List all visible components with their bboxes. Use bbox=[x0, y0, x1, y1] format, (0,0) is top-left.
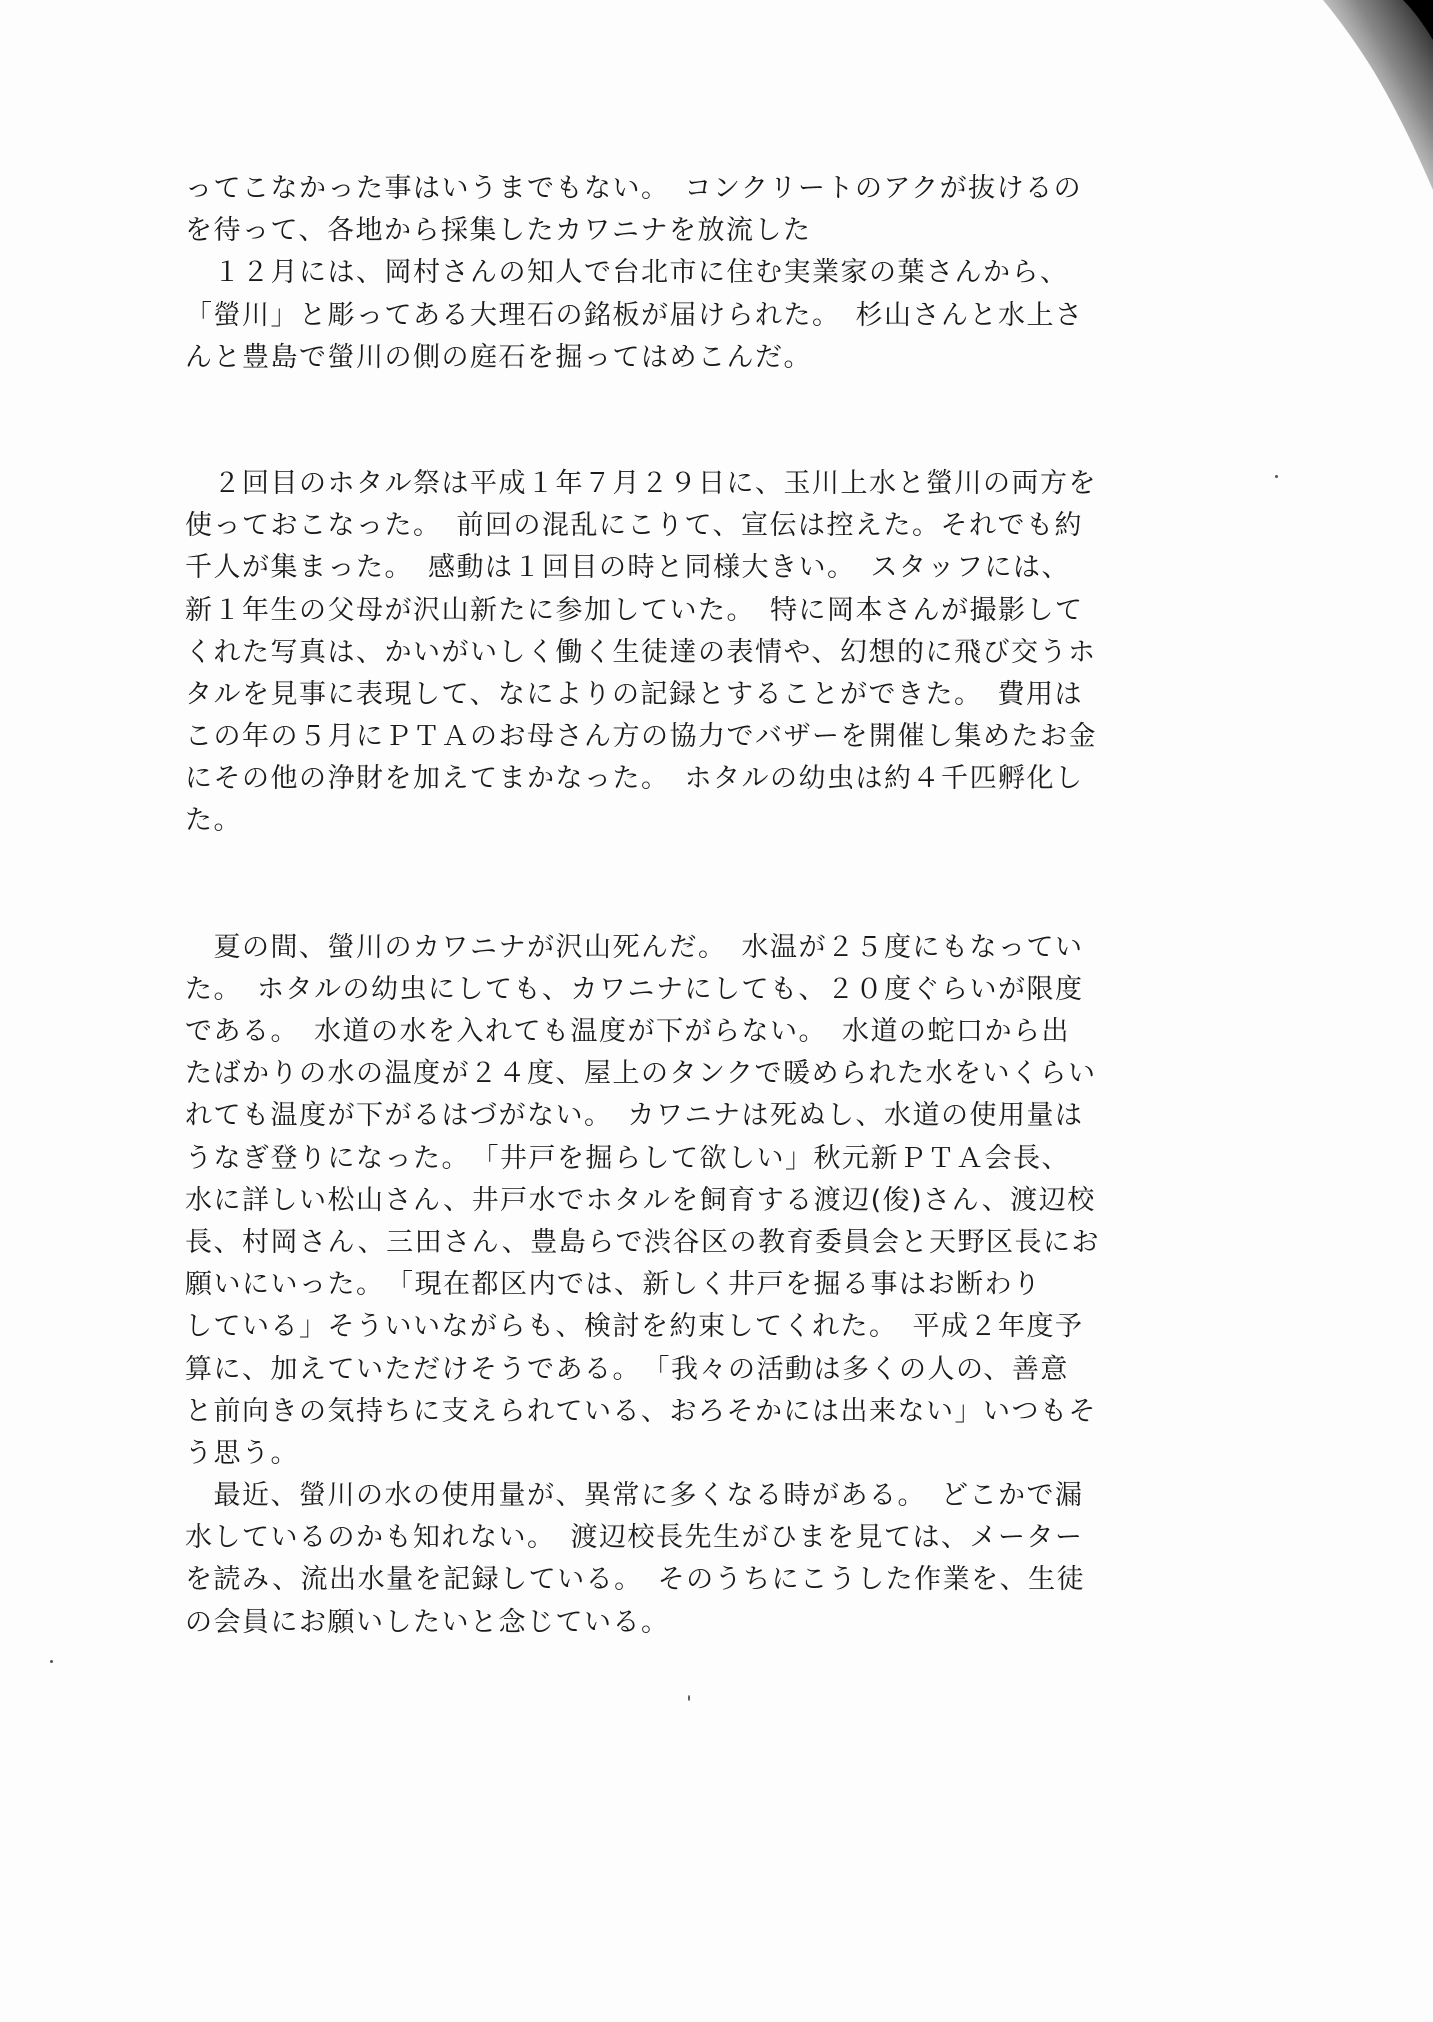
text-line: 最近、螢川の水の使用量が、異常に多くなる時がある。 どこかで漏 bbox=[185, 1480, 1084, 1512]
text-line: にその他の浄財を加えてまかなった。 ホタルの幼虫は約４千匹孵化し bbox=[185, 763, 1084, 795]
text-line: ２回目のホタル祭は平成１年７月２９日に、玉川上水と螢川の両方を bbox=[185, 467, 1097, 499]
paragraph-gap bbox=[185, 379, 1195, 463]
paragraph-gap bbox=[185, 843, 1195, 927]
text-line: を待って、各地から採集したカワニナを放流した bbox=[185, 215, 812, 247]
text-line: 水しているのかも知れない。 渡辺校長先生がひまを見ては、メーター bbox=[185, 1522, 1084, 1554]
text-line: タルを見事に表現して、なによりの記録とすることができた。 費用は bbox=[185, 678, 1083, 710]
text-line: 算に、加えていただけそうである。 「我々の活動は多くの人の、善意 bbox=[185, 1353, 1069, 1385]
text-line: うなぎ登りになった。 「井戸を掘らして欲しい」秋元新ＰＴＡ会長、 bbox=[185, 1142, 1070, 1174]
text-line: れても温度が下がるはづがない。 カワニナは死ぬし、水道の使用量は bbox=[185, 1100, 1084, 1132]
text-line: ってこなかった事はいうまでもない。 コンクリートのアクが抜けるの bbox=[185, 173, 1083, 204]
text-line: 使っておこなった。 前回の混乱にこりて、宣伝は控えた。それでも約 bbox=[185, 510, 1083, 542]
scan-speck bbox=[1275, 475, 1278, 478]
scan-speck bbox=[688, 1695, 690, 1701]
text-line: 水に詳しい松山さん、井戸水でホタルを飼育する渡辺(俊)さん、渡辺校 bbox=[185, 1184, 1096, 1216]
body-text bbox=[185, 168, 1195, 1644]
text-line: 長、村岡さん、三田さん、豊島らで渋谷区の教育委員会と天野区長にお bbox=[185, 1226, 1100, 1258]
text-line: の会員にお願いしたいと念じている。 bbox=[185, 1606, 670, 1638]
text-line: 千人が集まった。 感動は１回目の時と同様大きい。 スタッフには、 bbox=[185, 552, 1070, 584]
text-line: 願いにいった。 「現在都区内では、新しく井戸を掘る事はお断わり bbox=[185, 1269, 1042, 1301]
text-line: んと豊島で螢川の側の庭石を掘ってはめこんだ。 bbox=[185, 341, 812, 373]
text-line: た。 ホタルの幼虫にしても、カワニナにしても、２０度ぐらいが限度 bbox=[185, 973, 1084, 1005]
text-line: たばかりの水の温度が２４度、屋上のタンクで暖められた水をいくらい bbox=[185, 1058, 1097, 1090]
text-line: この年の５月にＰＴＡのお母さん方の協力でバザーを開催し集めたお金 bbox=[185, 721, 1097, 753]
scan-speck bbox=[50, 1660, 53, 1663]
text-line: と前向きの気持ちに支えられている、おろそかには出来ない」いつもそ bbox=[185, 1395, 1097, 1427]
text-line: １２月には、岡村さんの知人で台北市に住む実業家の葉さんから、 bbox=[185, 257, 1069, 289]
text-line: 新１年生の父母が沢山新たに参加していた。 特に岡本さんが撮影して bbox=[185, 594, 1084, 626]
text-line: している」そういいながらも、検討を約束してくれた。 平成２年度予 bbox=[185, 1311, 1084, 1343]
text-line: くれた写真は、かいがいしく働く生徒達の表情や、幻想的に飛び交うホ bbox=[185, 636, 1097, 668]
text-line: である。 水道の水を入れても温度が下がらない。 水道の蛇口から出 bbox=[185, 1016, 1070, 1047]
text-line: 夏の間、螢川のカワニナが沢山死んだ。 水温が２５度にもなってい bbox=[185, 931, 1084, 963]
text-line: た。 bbox=[185, 805, 242, 837]
text-line: う思う。 bbox=[185, 1437, 299, 1469]
page-corner-shadow bbox=[1203, 0, 1433, 200]
text-line: を読み、流出水量を記録している。 そのうちにこうした作業を、生徒 bbox=[185, 1564, 1086, 1596]
text-line: 「螢川」と彫ってある大理石の銘板が届けられた。 杉山さんと水上さ bbox=[185, 299, 1084, 331]
